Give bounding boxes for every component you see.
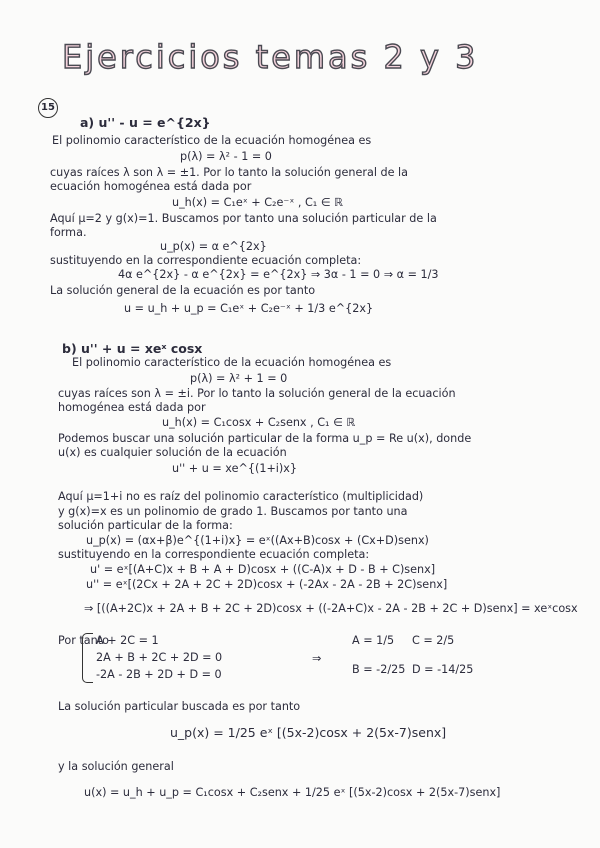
text-line: cuyas raíces λ son λ = ±1. Por lo tanto la solución general de la [50, 166, 408, 179]
formula-line: u'' = eˣ[(2Cx + 2A + 2C + 2D)cosx + (-2Ax - 2A - 2B + 2C)senx] [86, 578, 448, 591]
formula-line: u_h(x) = C₁cosx + C₂senx , C₁ ∈ ℝ [162, 416, 356, 429]
text-line: ecuación homogénea está dada por [50, 180, 252, 193]
text-line: Aquí μ=2 y g(x)=1. Buscamos por tanto una solución particular de la [50, 212, 437, 225]
part-b-equation: b) u'' + u = xeˣ cosx [62, 341, 203, 356]
formula-line: u(x) = u_h + u_p = C₁cosx + C₂senx + 1/25 eˣ [(5x-2)cosx + 2(5x-7)senx] [84, 786, 501, 799]
formula-line: u_p(x) = α e^{2x} [160, 240, 267, 253]
text-line: Por tanto [58, 634, 109, 647]
formula-line: u_h(x) = C₁eˣ + C₂e⁻ˣ , C₁ ∈ ℝ [172, 196, 343, 209]
text-line: El polinomio característico de la ecuación homogénea es [52, 134, 372, 147]
page-title: Ejercicios temas 2 y 3 [62, 38, 479, 76]
solution-value: D = -14/25 [412, 663, 474, 676]
text-line: cuyas raíces son λ = ±i. Por lo tanto la solución general de la ecuación [58, 387, 456, 400]
formula-line: p(λ) = λ² + 1 = 0 [190, 372, 288, 385]
text-line: sustituyendo en la correspondiente ecuación completa: [58, 548, 370, 561]
text-line: El polinomio característico de la ecuación homogénea es [72, 356, 392, 369]
formula-line: ⇒ [((A+2C)x + 2A + B + 2C + 2D)cosx + ((-2A+C)x - 2A - 2B + 2C + D)senx] = xeˣcosx [84, 602, 578, 615]
system-equation: -2A - 2B + 2D + D = 0 [96, 668, 222, 681]
text-line: solución particular de la forma: [58, 519, 233, 532]
text-line: La solución general de la ecuación es por tanto [50, 284, 316, 297]
formula-line: u'' + u = xe^{(1+i)x} [172, 462, 298, 475]
solution-value: C = 2/5 [412, 634, 455, 647]
solution-value: B = -2/25 [352, 663, 406, 676]
text-line: Podemos buscar una solución particular de la forma u_p = Re u(x), donde [58, 432, 472, 445]
formula-line: u_p(x) = 1/25 eˣ [(5x-2)cosx + 2(5x-7)senx] [170, 725, 447, 740]
formula-line: u' = eˣ[(A+C)x + B + A + D)cosx + ((C-A)x + D - B + C)senx] [90, 563, 436, 576]
implies-arrow: ⇒ [312, 652, 322, 665]
text-line: sustituyendo en la correspondiente ecuación completa: [50, 254, 362, 267]
solution-value: A = 1/5 [352, 634, 395, 647]
formula-line: 4α e^{2x} - α e^{2x} = e^{2x} ⇒ 3α - 1 = 0 ⇒ α = 1/3 [118, 268, 439, 281]
formula-line: p(λ) = λ² - 1 = 0 [180, 150, 272, 163]
text-line: Aquí μ=1+i no es raíz del polinomio característico (multiplicidad) [58, 490, 424, 503]
system-brace [82, 633, 93, 683]
text-line: homogénea está dada por [58, 401, 206, 414]
system-equation: A + 2C = 1 [96, 634, 159, 647]
text-line: y la solución general [58, 760, 174, 773]
part-a-equation: a) u'' - u = e^{2x} [80, 115, 211, 130]
text-line: La solución particular buscada es por tanto [58, 700, 301, 713]
text-line: y g(x)=x es un polinomio de grado 1. Buscamos por tanto una [58, 505, 408, 518]
text-line: forma. [50, 226, 87, 239]
formula-line: u = u_h + u_p = C₁eˣ + C₂e⁻ˣ + 1/3 e^{2x} [124, 302, 374, 315]
system-equation: 2A + B + 2C + 2D = 0 [96, 651, 223, 664]
text-line: u(x) es cualquier solución de la ecuación [58, 446, 287, 459]
formula-line: u_p(x) = (αx+β)e^{(1+i)x} = eˣ((Ax+B)cosx + (Cx+D)senx) [86, 534, 429, 547]
problem-number: 15 [38, 98, 58, 118]
